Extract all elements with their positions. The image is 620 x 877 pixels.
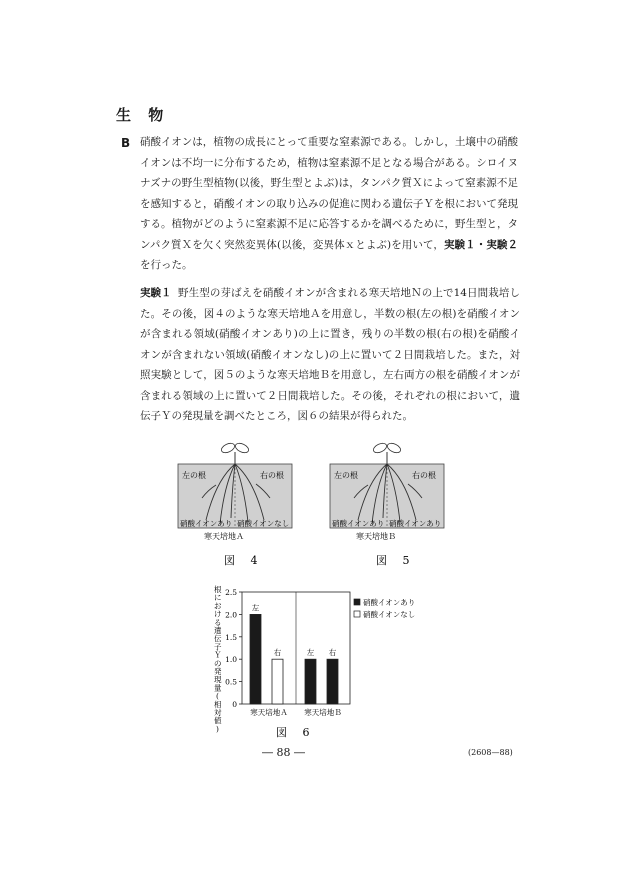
x-labels [250, 707, 342, 717]
figure-6-caption: 図 6 [276, 726, 316, 739]
y-tick-label: 2.0 [225, 610, 237, 620]
figure-6 [210, 580, 450, 742]
medium-label: 寒天培地Ａ [204, 532, 244, 541]
left-region-label: 硝酸イオンあり [180, 519, 233, 528]
y-tick-label: 1.0 [225, 655, 237, 665]
left-region-label: 硝酸イオンあり [332, 519, 385, 528]
legend-swatch-with [354, 599, 360, 605]
page-number: ― 88 ― [262, 746, 305, 759]
bar [305, 659, 316, 704]
bars [250, 614, 338, 704]
right-region-label: 硝酸イオンなし [237, 519, 290, 528]
document-code: (2608—88) [468, 748, 513, 757]
x-category-label: 寒天培地Ｂ [304, 708, 342, 717]
seedling-icon [220, 441, 250, 466]
right-root-label: 右の根 [412, 471, 436, 480]
section-label: B [121, 136, 131, 150]
bar-label: 左 [306, 648, 315, 658]
y-tick-label: 0.5 [225, 677, 237, 687]
figure-5 [328, 440, 448, 570]
experiment1-paragraph: 野生型の芽ばえを硝酸イオンが含まれる寒天培地Ｎの上で14日間栽培した。その後，図４のような寒天培地Ａを用意し，半数の根(左の根)を硝酸イオンが含まれる領域(硝酸イオンあり)の上に置き，残りの半数の根(右の根)を硝酸イオンが含まれない領域(硝酸イオンなし)の上に置いて２日間栽培した。また，対照実験として，図５のような寒天培地Ｂを用意し，左右両方の根を硝酸イオンが含まれる領域の上に置いて２日間栽培した。その後，それぞれの根において，遺伝子Ｙの発現量を調べたところ，図６の結果が得られた。 [140, 287, 520, 422]
x-category-label: 寒天培地Ａ [250, 708, 288, 717]
seedling-icon [372, 441, 402, 466]
y-tick-label: 1.5 [225, 632, 237, 642]
intro-bold-experiments: 実験１・実験２ [443, 238, 519, 251]
y-tick-label: 2.5 [225, 588, 237, 597]
figure-5-caption: 図 5 [376, 554, 416, 567]
bar-label: 左 [251, 603, 260, 613]
legend [354, 597, 415, 619]
figure-4 [176, 440, 296, 570]
intro-end: を行った。 [140, 259, 193, 271]
y-axis-title: 根における遺伝子Ｙの発現量(相対値) [214, 585, 222, 734]
legend-label: 硝酸イオンあり [363, 598, 416, 607]
legend-label: 硝酸イオンなし [363, 610, 416, 619]
bar-labels [252, 602, 337, 657]
legend-swatch-without [354, 611, 360, 617]
bar-label: 右 [273, 648, 282, 658]
left-root-label: 左の根 [334, 471, 358, 480]
left-root-label: 左の根 [182, 471, 206, 480]
intro-paragraph [140, 132, 518, 276]
medium-label: 寒天培地Ｂ [356, 532, 396, 541]
y-axis-label [214, 584, 222, 733]
bar [250, 614, 261, 704]
bar [327, 659, 338, 704]
figure-4-caption: 図 4 [224, 554, 264, 567]
right-region-label: 硝酸イオンあり [389, 519, 442, 528]
intro-text: 硝酸イオンは，植物の成長にとって重要な窒素源である。しかし，土壌中の硝酸イオンは不均一に分布するため，植物は窒素源不足となる場合がある。シロイヌナズナの野生型植物(以後，野生型とよぶ)は，タンパク質Ｘによって窒素源不足を感知すると，硝酸イオンの取り込みの促進に関わる遺伝子Ｙを根において発現する。植物がどのように窒素源不足に応答するかを調べるために，野生型と，タンパク質Ｘを欠く突然変異体(以後，変異体ｘとよぶ)を用いて， [140, 136, 518, 251]
y-tick-label: 0 [232, 700, 237, 709]
bar [272, 659, 283, 704]
subject-title: 生 物 [116, 106, 170, 124]
experiment1-label: 実験１ [140, 287, 172, 299]
right-root-label: 右の根 [260, 471, 284, 480]
y-ticks [225, 588, 242, 709]
bar-label: 右 [328, 648, 337, 658]
